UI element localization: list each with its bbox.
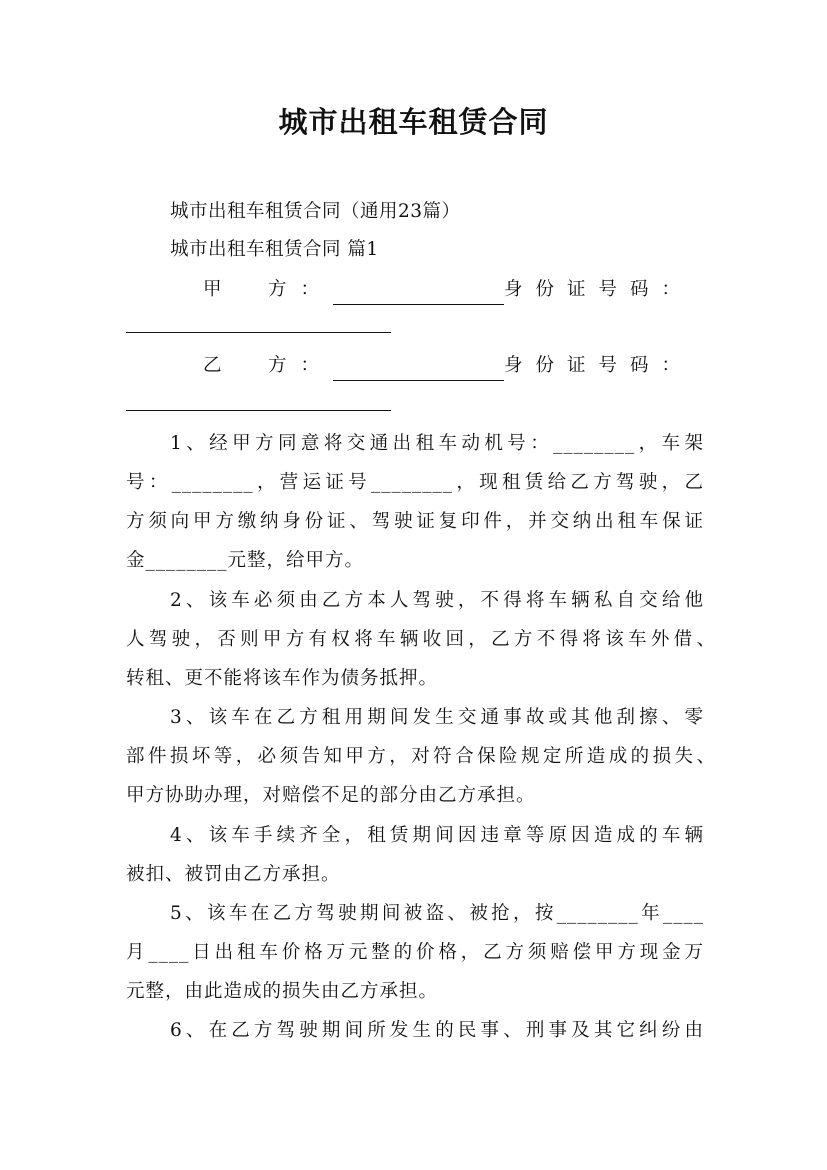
clause-line: 部件损坏等，必须告知甲方，对符合保险规定所造成的损失、 xyxy=(126,746,716,767)
clause-line: 3、该车在乙方租用期间发生交通事故或其他刮擦、零 xyxy=(170,707,704,728)
party-b-id-label: 身份证号码： xyxy=(503,355,693,376)
party-a-id-blank xyxy=(126,332,391,333)
party-b-id-blank xyxy=(126,410,391,411)
clause-line: 金________元整，给甲方。 xyxy=(126,550,365,571)
clause-line: 被扣、被罚由乙方承担。 xyxy=(126,864,341,885)
clause-line: 5、该车在乙方驾驶期间被盗、被抢，按________年____ xyxy=(170,903,704,924)
clause-line: 月____日出租车价格万元整的价格，乙方须赔偿甲方现金万 xyxy=(126,942,704,963)
clause-line: 4、该车手续齐全，租赁期间因违章等原因造成的车辆 xyxy=(170,825,704,846)
party-b-label: 乙 方： xyxy=(203,355,334,376)
clause-line: 转租、更不能将该车作为债务抵押。 xyxy=(126,668,439,689)
document-subtitle: 城市出租车租赁合同（通用23篇） xyxy=(170,201,461,222)
clause-line: 6、在乙方驾驶期间所发生的民事、刑事及其它纠纷由 xyxy=(170,1020,704,1041)
party-a-row xyxy=(203,275,693,305)
clause-line: 人驾驶，否则甲方有权将车辆收回，乙方不得将该车外借、 xyxy=(126,629,716,650)
party-a-id-label: 身份证号码： xyxy=(503,279,693,300)
page-title: 城市出租车租赁合同 xyxy=(278,105,549,139)
clause-line: 甲方协助办理，对赔偿不足的部分由乙方承担。 xyxy=(126,785,536,806)
clause-line: 1、经甲方同意将交通出租车动机号：________，车架 xyxy=(170,433,704,454)
party-b-name-blank xyxy=(333,362,504,381)
clause-line: 方须向甲方缴纳身份证、驾驶证复印件，并交纳出租车保证 xyxy=(126,511,704,532)
clause-line: 元整，由此造成的损失由乙方承担。 xyxy=(126,981,439,1002)
party-b-row xyxy=(203,351,693,381)
clause-line: 2、该车必须由乙方本人驾驶，不得将车辆私自交给他 xyxy=(170,590,704,611)
clause-line: 号：________，营运证号________，现租赁给乙方驾驶，乙 xyxy=(126,472,704,493)
party-a-name-blank xyxy=(333,286,504,305)
party-a-label: 甲 方： xyxy=(203,279,334,300)
section-heading: 城市出租车租赁合同 篇1 xyxy=(170,239,379,260)
